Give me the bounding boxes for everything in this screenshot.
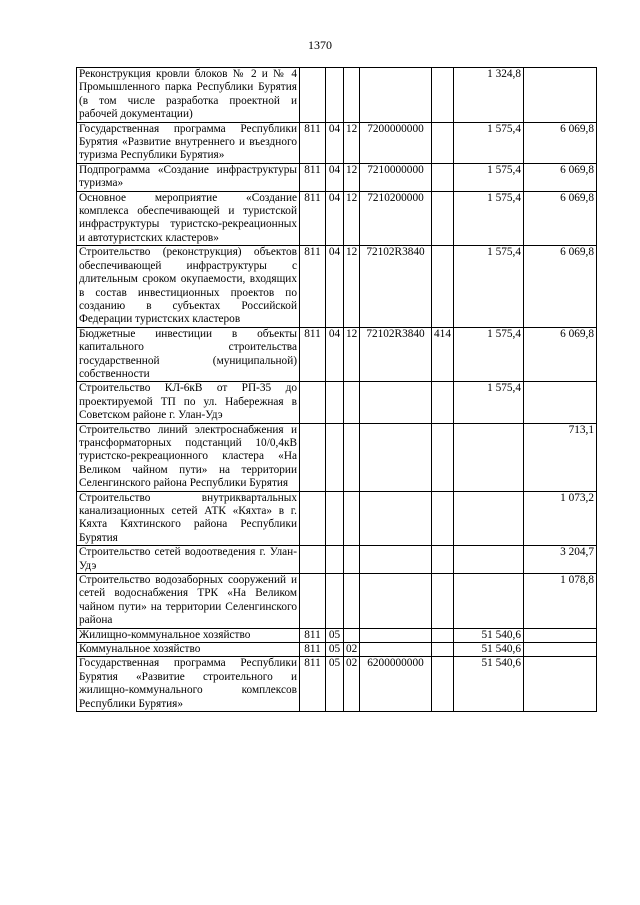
subsection-code-cell: 12 [344, 163, 360, 191]
page-number: 1370 [308, 38, 332, 52]
row-name-cell: Строительство внутриквартальных канализационных сетей АТК «Кяхта» в г. Кяхта Кяхтинского района Республики Бурятия [77, 491, 300, 546]
grbs-code-cell: 811 [300, 163, 326, 191]
grbs-code-cell [300, 382, 326, 423]
table-row [77, 574, 597, 629]
amount-cell-2: 3 204,7 [524, 546, 597, 574]
target-article-cell: 72102R3840 [360, 327, 432, 382]
row-name-cell: Бюджетные инвестиции в объекты капитального строительства государственной (муниципальной) собственности [77, 327, 300, 382]
grbs-code-cell [300, 68, 326, 123]
expense-type-cell [432, 423, 454, 491]
target-article-cell [360, 491, 432, 546]
grbs-code-cell: 811 [300, 327, 326, 382]
grbs-code-cell: 811 [300, 122, 326, 163]
expense-type-cell [432, 657, 454, 712]
target-article-cell [360, 643, 432, 657]
section-code-cell: 04 [326, 246, 344, 327]
expense-type-cell [432, 643, 454, 657]
grbs-code-cell [300, 423, 326, 491]
subsection-code-cell [344, 628, 360, 642]
subsection-code-cell [344, 546, 360, 574]
amount-cell-1: 1 575,4 [454, 327, 524, 382]
table-row [77, 628, 597, 642]
expense-type-cell [432, 246, 454, 327]
section-code-cell: 04 [326, 122, 344, 163]
row-name-cell: Государственная программа Республики Бурятия «Развитие строительного и жилищно-коммунального комплексов Республики Бурятия» [77, 657, 300, 712]
grbs-code-cell [300, 546, 326, 574]
amount-cell-1 [454, 423, 524, 491]
section-code-cell: 04 [326, 327, 344, 382]
row-name-cell: Государственная программа Республики Бурятия «Развитие внутреннего и въездного туризма Республики Бурятия» [77, 122, 300, 163]
amount-cell-1: 1 575,4 [454, 191, 524, 246]
expense-type-cell [432, 382, 454, 423]
amount-cell-1: 1 324,8 [454, 68, 524, 123]
subsection-code-cell [344, 574, 360, 629]
expense-type-cell [432, 574, 454, 629]
amount-cell-2: 6 069,8 [524, 246, 597, 327]
target-article-cell [360, 546, 432, 574]
expense-type-cell [432, 546, 454, 574]
row-name-cell: Строительство сетей водоотведения г. Улан-Удэ [77, 546, 300, 574]
amount-cell-2 [524, 382, 597, 423]
amount-cell-1: 51 540,6 [454, 628, 524, 642]
table-row [77, 122, 597, 163]
expense-type-cell [432, 122, 454, 163]
amount-cell-2: 6 069,8 [524, 163, 597, 191]
table-row [77, 643, 597, 657]
target-article-cell [360, 68, 432, 123]
table-row [77, 382, 597, 423]
subsection-code-cell [344, 491, 360, 546]
expense-type-cell [432, 491, 454, 546]
budget-table [76, 67, 597, 712]
grbs-code-cell: 811 [300, 246, 326, 327]
subsection-code-cell: 02 [344, 643, 360, 657]
section-code-cell [326, 423, 344, 491]
subsection-code-cell: 12 [344, 122, 360, 163]
amount-cell-2: 6 069,8 [524, 191, 597, 246]
grbs-code-cell [300, 574, 326, 629]
row-name-cell: Строительство водозаборных сооружений и сетей водоснабжения ТРК «На Великом чайном пути» на территории Селенгинского района [77, 574, 300, 629]
target-article-cell [360, 628, 432, 642]
grbs-code-cell [300, 491, 326, 546]
section-code-cell: 04 [326, 191, 344, 246]
row-name-cell: Коммунальное хозяйство [77, 643, 300, 657]
amount-cell-2: 1 073,2 [524, 491, 597, 546]
subsection-code-cell: 12 [344, 327, 360, 382]
amount-cell-1: 51 540,6 [454, 643, 524, 657]
target-article-cell [360, 423, 432, 491]
section-code-cell: 05 [326, 628, 344, 642]
amount-cell-2 [524, 628, 597, 642]
table-row [77, 423, 597, 491]
amount-cell-1: 1 575,4 [454, 122, 524, 163]
subsection-code-cell [344, 68, 360, 123]
amount-cell-2 [524, 68, 597, 123]
expense-type-cell [432, 163, 454, 191]
amount-cell-1 [454, 491, 524, 546]
amount-cell-2 [524, 643, 597, 657]
section-code-cell [326, 491, 344, 546]
table-row [77, 191, 597, 246]
target-article-cell: 7210200000 [360, 191, 432, 246]
row-name-cell: Строительство (реконструкция) объектов обеспечивающей инфраструктуры с длительным сроком окупаемости, входящих в состав инвестиционных проектов по созданию в субъектах Российской Федерации туристских кластеров [77, 246, 300, 327]
row-name-cell: Жилищно-коммунальное хозяйство [77, 628, 300, 642]
row-name-cell: Реконструкция кровли блоков № 2 и № 4 Промышленного парка Республики Бурятия (в том числе разработка проектной и рабочей документации) [77, 68, 300, 123]
row-name-cell: Строительство линий электроснабжения и трансформаторных подстанций 10/0,4кВ туристско-рекреационного кластера «На Великом чайном пути» на территории Селенгинского района Республики Бурятия [77, 423, 300, 491]
grbs-code-cell: 811 [300, 191, 326, 246]
amount-cell-2 [524, 657, 597, 712]
section-code-cell [326, 574, 344, 629]
amount-cell-2: 713,1 [524, 423, 597, 491]
target-article-cell: 7200000000 [360, 122, 432, 163]
subsection-code-cell: 12 [344, 191, 360, 246]
grbs-code-cell: 811 [300, 628, 326, 642]
subsection-code-cell: 12 [344, 246, 360, 327]
section-code-cell: 05 [326, 643, 344, 657]
table-row [77, 546, 597, 574]
target-article-cell [360, 382, 432, 423]
subsection-code-cell [344, 423, 360, 491]
amount-cell-2: 1 078,8 [524, 574, 597, 629]
table-row [77, 327, 597, 382]
section-code-cell: 05 [326, 657, 344, 712]
target-article-cell [360, 574, 432, 629]
target-article-cell: 72102R3840 [360, 246, 432, 327]
subsection-code-cell [344, 382, 360, 423]
amount-cell-1: 1 575,4 [454, 246, 524, 327]
amount-cell-2: 6 069,8 [524, 122, 597, 163]
table-row [77, 68, 597, 123]
expense-type-cell [432, 68, 454, 123]
table-row [77, 163, 597, 191]
amount-cell-1: 1 575,4 [454, 382, 524, 423]
expense-type-cell [432, 628, 454, 642]
expense-type-cell [432, 191, 454, 246]
expense-type-cell: 414 [432, 327, 454, 382]
row-name-cell: Подпрограмма «Создание инфраструктуры туризма» [77, 163, 300, 191]
grbs-code-cell: 811 [300, 643, 326, 657]
target-article-cell: 7210000000 [360, 163, 432, 191]
amount-cell-1: 51 540,6 [454, 657, 524, 712]
amount-cell-2: 6 069,8 [524, 327, 597, 382]
section-code-cell [326, 382, 344, 423]
table-row [77, 491, 597, 546]
section-code-cell [326, 546, 344, 574]
amount-cell-1 [454, 546, 524, 574]
grbs-code-cell: 811 [300, 657, 326, 712]
table-row [77, 246, 597, 327]
amount-cell-1 [454, 574, 524, 629]
section-code-cell: 04 [326, 163, 344, 191]
amount-cell-1: 1 575,4 [454, 163, 524, 191]
row-name-cell: Строительство КЛ-6кВ от РП-35 до проектируемой ТП по ул. Набережная в Советском районе г. Улан-Удэ [77, 382, 300, 423]
subsection-code-cell: 02 [344, 657, 360, 712]
section-code-cell [326, 68, 344, 123]
row-name-cell: Основное мероприятие «Создание комплекса обеспечивающей и туристской инфраструктуры туристско-рекреационных и автотуристских кластеров» [77, 191, 300, 246]
target-article-cell: 6200000000 [360, 657, 432, 712]
table-row [77, 657, 597, 712]
